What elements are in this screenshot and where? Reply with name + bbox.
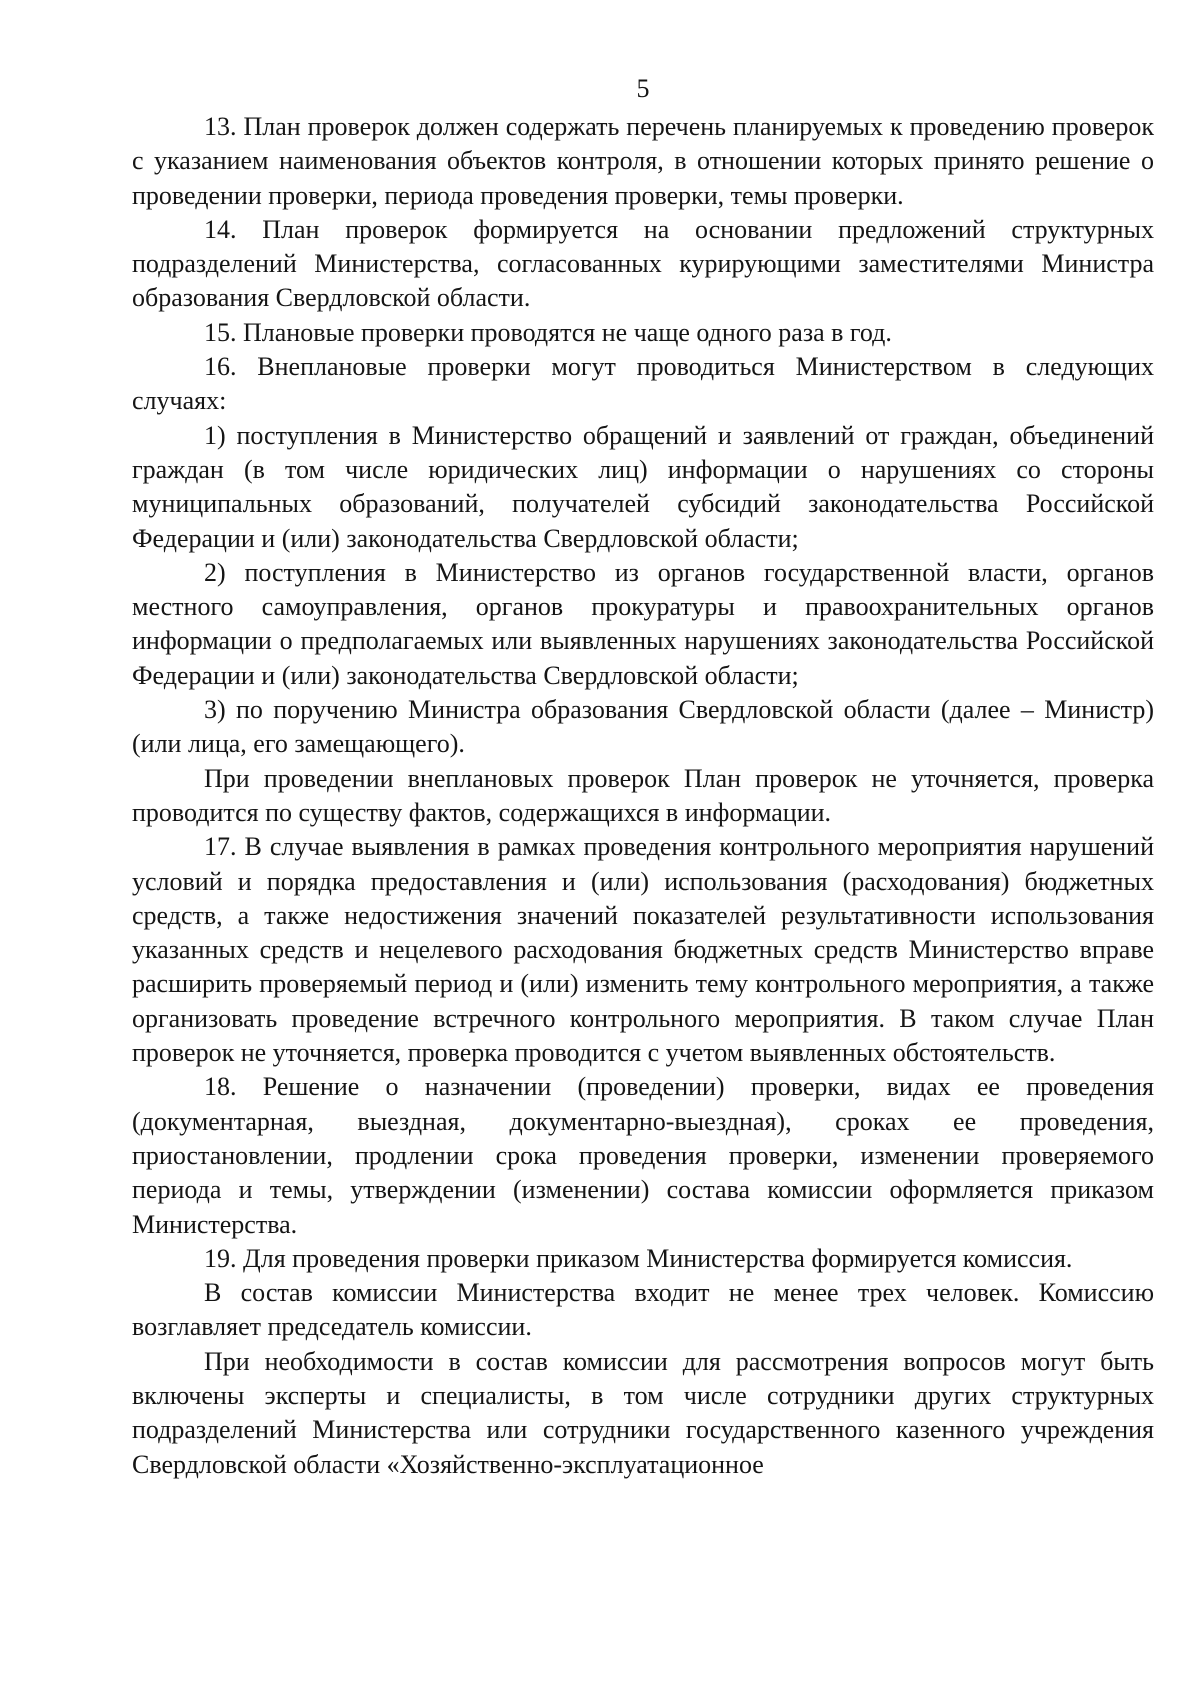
paragraph-13: 13. План проверок должен содержать перечень планируемых к проведению проверок с указанием наименования объектов контроля, в отношении которых принято решение о проведении проверки, периода проведения проверки, темы проверки. xyxy=(132,112,1154,210)
paragraph-19-experts: При необходимости в состав комиссии для рассмотрения вопросов могут быть включены эксперты и специалисты, в том числе сотрудники других структурных подразделений Министерства или сотрудники государственного казенного учреждения Свердловской области «Хозяйственно-эксплуатационное xyxy=(132,1346,1154,1479)
paragraph-19: 19. Для проведения проверки приказом Министерства формируется комиссия. xyxy=(204,1243,1073,1273)
paragraph-16-item-3: 3) по поручению Министра образования Свердловской области (далее – Министр) (или лица, его замещающего). xyxy=(132,695,1154,759)
paragraph-15: 15. Плановые проверки проводятся не чаще одного раза в год. xyxy=(204,317,892,347)
paragraph-18: 18. Решение о назначении (проведении) проверки, видах ее проведения (документарная, выездная, документарно-выездная), сроках ее проведения, приостановлении, продлении срока проведения проверки, изменении проверяемого периода и темы, утверждении (изменении) состава комиссии оформляется приказом Министерства. xyxy=(132,1072,1154,1239)
paragraph-16: 16. Внеплановые проверки могут проводиться Министерством в следующих случаях: xyxy=(132,352,1154,416)
paragraph-16-note: При проведении внеплановых проверок План проверок не уточняется, проверка проводится по существу фактов, содержащихся в информации. xyxy=(132,763,1154,827)
paragraph-16-item-2: 2) поступления в Министерство из органов государственной власти, органов местного самоуправления, органов прокуратуры и правоохранительных органов информации о предполагаемых или выявленных нарушениях законодательства Российской Федерации и (или) законодательства Свердловской области; xyxy=(132,557,1154,690)
paragraph-16-item-1: 1) поступления в Министерство обращений и заявлений от граждан, объединений граждан (в том числе юридических лиц) информации о нарушениях со стороны муниципальных образований, получателей субсидий законодательства Российской Федерации и (или) законодательства Свердловской области; xyxy=(132,420,1154,553)
paragraph-19-composition: В состав комиссии Министерства входит не менее трех человек. Комиссию возглавляет председатель комиссии. xyxy=(132,1278,1154,1342)
paragraph-14: 14. План проверок формируется на основании предложений структурных подразделений Министерства, согласованных курирующими заместителями Министра образования Свердловской области. xyxy=(132,214,1154,313)
paragraph-17: 17. В случае выявления в рамках проведения контрольного мероприятия нарушений условий и порядка предоставления и (или) использования (расходования) бюджетных средств, а также недостижения значений показателей результативности использования указанных средств и нецелевого расходования бюджетных средств Министерство вправе расширить проверяемый период и (или) изменить тему контрольного мероприятия, а также организовать проведение встречного контрольного мероприятия. В таком случае План проверок не уточняется, проверка проводится с учетом выявленных обстоятельств. xyxy=(132,832,1154,1068)
page-number: 5 xyxy=(636,74,650,103)
document-page xyxy=(132,72,1154,1482)
